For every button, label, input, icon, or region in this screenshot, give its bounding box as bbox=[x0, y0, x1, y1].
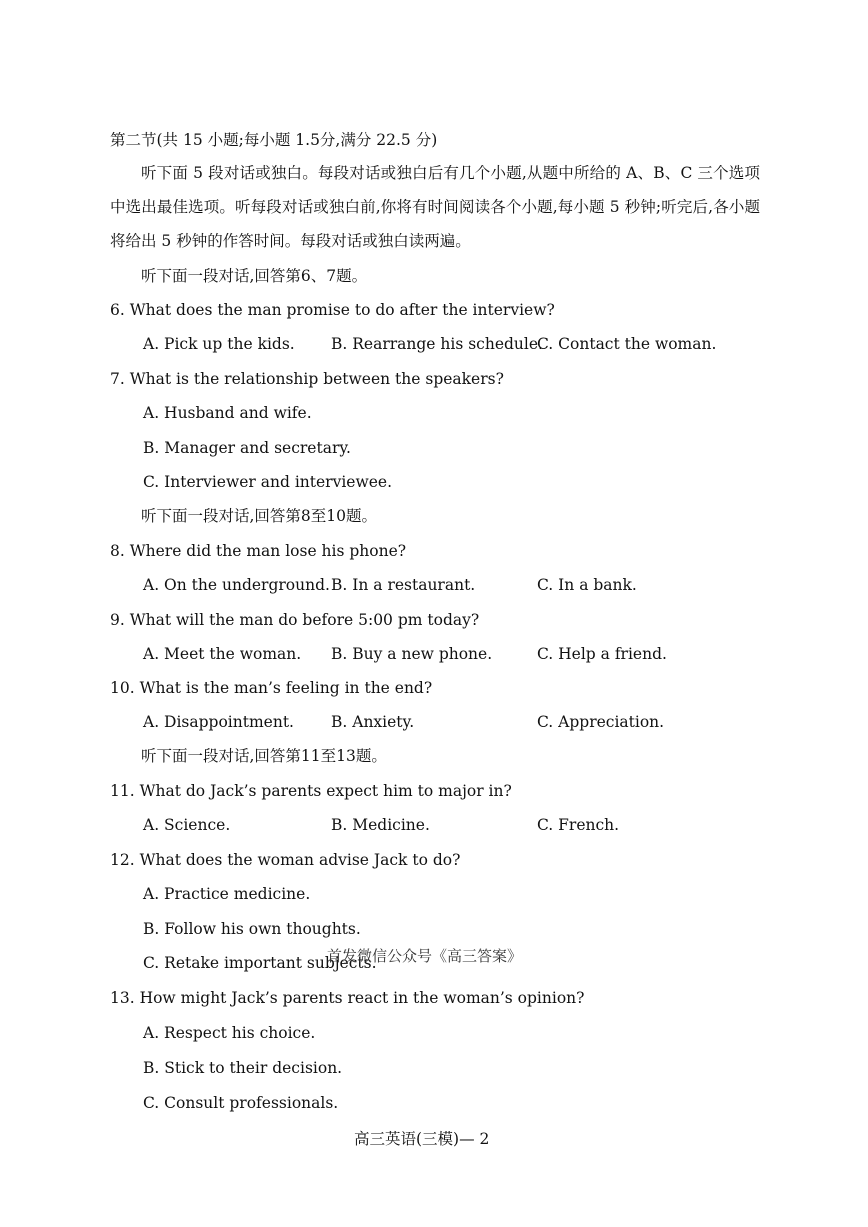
option-c: C. In a bank. bbox=[537, 576, 637, 594]
option-b: B. Rearrange his schedule. bbox=[331, 335, 543, 353]
option-a: A. Disappointment. bbox=[143, 713, 294, 731]
page-footer: 高三英语(三模)— 2 bbox=[354, 1130, 490, 1148]
option-b: B. Anxiety. bbox=[331, 713, 415, 731]
option-c: C. Consult professionals. bbox=[143, 1094, 339, 1112]
option-b: B. Stick to their decision. bbox=[143, 1059, 343, 1077]
option-a: A. Practice medicine. bbox=[143, 885, 311, 903]
question-stem: 6. What does the man promise to do after the interview? bbox=[110, 301, 555, 319]
question-stem: 10. What is the man’s feeling in the end? bbox=[110, 679, 433, 697]
option-c: C. Interviewer and interviewee. bbox=[143, 473, 392, 491]
section-title: 第二节(共 15 小题;每小题 1.5分,满分 22.5 分) bbox=[110, 131, 438, 149]
question-stem: 11. What do Jack’s parents expect him to major in? bbox=[110, 782, 512, 800]
option-a: A. Science. bbox=[143, 816, 231, 834]
option-c: C. Retake important subjects. bbox=[143, 954, 377, 972]
option-c: C. French. bbox=[537, 816, 620, 834]
question-stem: 7. What is the relationship between the speakers? bbox=[110, 370, 504, 388]
dialogue-direction: 听下面一段对话,回答第11至13题。 bbox=[141, 747, 387, 765]
question-stem: 13. How might Jack’s parents react in the woman’s opinion? bbox=[110, 989, 585, 1007]
option-b: B. In a restaurant. bbox=[331, 576, 476, 594]
option-b: B. Medicine. bbox=[331, 816, 430, 834]
dialogue-direction: 听下面一段对话,回答第6、7题。 bbox=[141, 267, 368, 285]
option-c: C. Help a friend. bbox=[537, 645, 667, 663]
option-a: A. On the underground. bbox=[143, 576, 330, 594]
question-stem: 9. What will the man do before 5:00 pm today? bbox=[110, 611, 480, 629]
option-a: A. Respect his choice. bbox=[143, 1024, 316, 1042]
question-stem: 8. Where did the man lose his phone? bbox=[110, 542, 407, 560]
question-stem: 12. What does the woman advise Jack to do? bbox=[110, 851, 461, 869]
option-b: B. Manager and secretary. bbox=[143, 439, 351, 457]
option-a: A. Husband and wife. bbox=[143, 404, 312, 422]
option-b: B. Follow his own thoughts. bbox=[143, 920, 361, 938]
option-b: B. Buy a new phone. bbox=[331, 645, 493, 663]
option-c: C. Appreciation. bbox=[537, 713, 665, 731]
option-a: A. Pick up the kids. bbox=[143, 335, 295, 353]
section-instructions: 听下面 5 段对话或独白。每段对话或独白后有几个小题,从题中所给的 A、B、C 三个选项中选出最佳选项。听每段对话或独白前,你将有时间阅读各个小题,每小题 5 秒钟;听完后,各小题将给出 5 秒钟的作答时间。每段对话或独白读两遍。 bbox=[110, 164, 760, 250]
dialogue-direction: 听下面一段对话,回答第8至10题。 bbox=[141, 507, 378, 525]
watermark: 首发微信公众号《高三答案》 bbox=[327, 947, 523, 965]
option-a: A. Meet the woman. bbox=[143, 645, 302, 663]
option-c: C. Contact the woman. bbox=[537, 335, 717, 353]
